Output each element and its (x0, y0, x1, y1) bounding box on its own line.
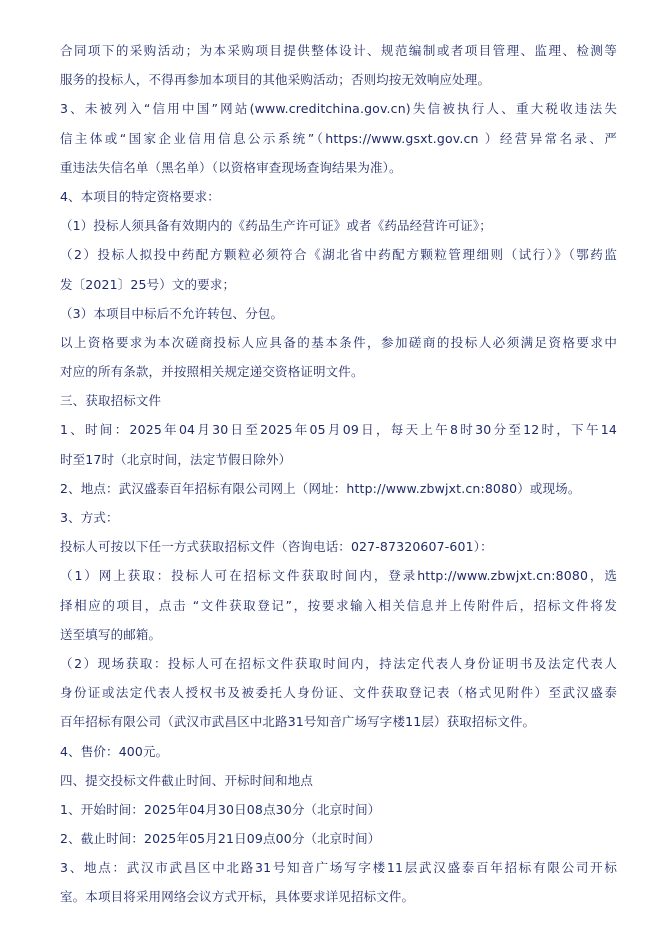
paragraph-line: 3、未被列入“信用中国”网站(www.creditchina.gov.cn)失信被执行人、重大税收违法失 (60, 101, 617, 117)
paragraph-line: 以上资格要求为本次磋商投标人应具备的基本条件，参加磋商的投标人必须满足资格要求中 (60, 334, 617, 350)
section-heading: 三、获取招标文件 (60, 393, 162, 409)
paragraph-line: 3、地点：武汉市武昌区中北路31号知音广场写字楼11层武汉盛泰百年招标有限公司开标 (60, 860, 617, 876)
section-heading: 3、方式： (60, 510, 119, 525)
paragraph-line: 1、时间：2025年04月30日至2025年05月09日，每天上午8时30分至12时，下午14 (60, 422, 617, 438)
paragraph-line: 室。本项目将采用网络会议方式开标，具体要求详见招标文件。 (60, 889, 415, 905)
paragraph-line: 2、截止时间：2025年05月21日09点00分（北京时间） (60, 831, 381, 847)
paragraph-line: 信主体或“国家企业信用信息公示系统”（https://www.gsxt.gov.cn ）经营异常名录、严 (60, 130, 617, 146)
paragraph-line: 投标人可按以下任一方式获取招标文件（咨询电话：027-87320607-601）： (60, 539, 493, 555)
paragraph-line: 对应的所有条款，并按照相关规定递交资格证明文件。 (60, 364, 364, 380)
list-item: （3）本项目中标后不允许转包、分包。 (60, 305, 284, 321)
section-heading: 四、提交投标文件截止时间、开标时间和地点 (60, 772, 314, 788)
section-heading: 4、本项目的特定资格要求： (60, 188, 220, 204)
paragraph-line: 时至17时（北京时间，法定节假日除外） (60, 451, 292, 467)
paragraph-line: 重违法失信名单（黑名单）（以资格审查现场查询结果为准）。 (60, 159, 402, 175)
paragraph-line: 百年招标有限公司（武汉市武昌区中北路31号知音广场写字楼11层）获取招标文件。 (60, 714, 536, 730)
paragraph-line: 4、售价：400元。 (60, 743, 169, 759)
list-item: （1）投标人须具备有效期内的《药品生产许可证》或者《药品经营许可证》； (60, 218, 492, 234)
paragraph-line: 送至填写的邮箱。 (60, 626, 162, 642)
paragraph-line: 身份证或法定代表人授权书及被委托人身份证、文件获取登记表（格式见附件）至武汉盛泰 (60, 685, 617, 701)
list-item: （2）投标人拟投中药配方颗粒必须符合《湖北省中药配方颗粒管理细则（试行）》（鄂药监 (60, 247, 617, 263)
paragraph-line: 1、开始时间：2025年04月30日08点30分（北京时间） (60, 801, 381, 817)
list-item: 发〔2021〕25号）文的要求； (60, 276, 236, 292)
paragraph-line: 择相应的项目，点击 “文件获取登记”，按要求输入相关信息并上传附件后，招标文件将发 (60, 597, 617, 613)
list-item: （2）现场获取：投标人可在招标文件获取时间内，持法定代表人身份证明书及法定代表人 (60, 655, 617, 671)
paragraph-line: 服务的投标人，不得再参加本项目的其他采购活动；否则均按无效响应处理。 (60, 72, 491, 88)
paragraph-line: 合同项下的采购活动；为本采购项目提供整体设计、规范编制或者项目管理、监理、检测等 (60, 43, 617, 58)
list-item: （1）网上获取：投标人可在招标文件获取时间内，登录http://www.zbwjxt.cn:8080，选 (60, 568, 617, 584)
paragraph-line: 2、地点：武汉盛泰百年招标有限公司网上（网址：http://www.zbwjxt.cn:8080）或现场。 (60, 480, 581, 496)
